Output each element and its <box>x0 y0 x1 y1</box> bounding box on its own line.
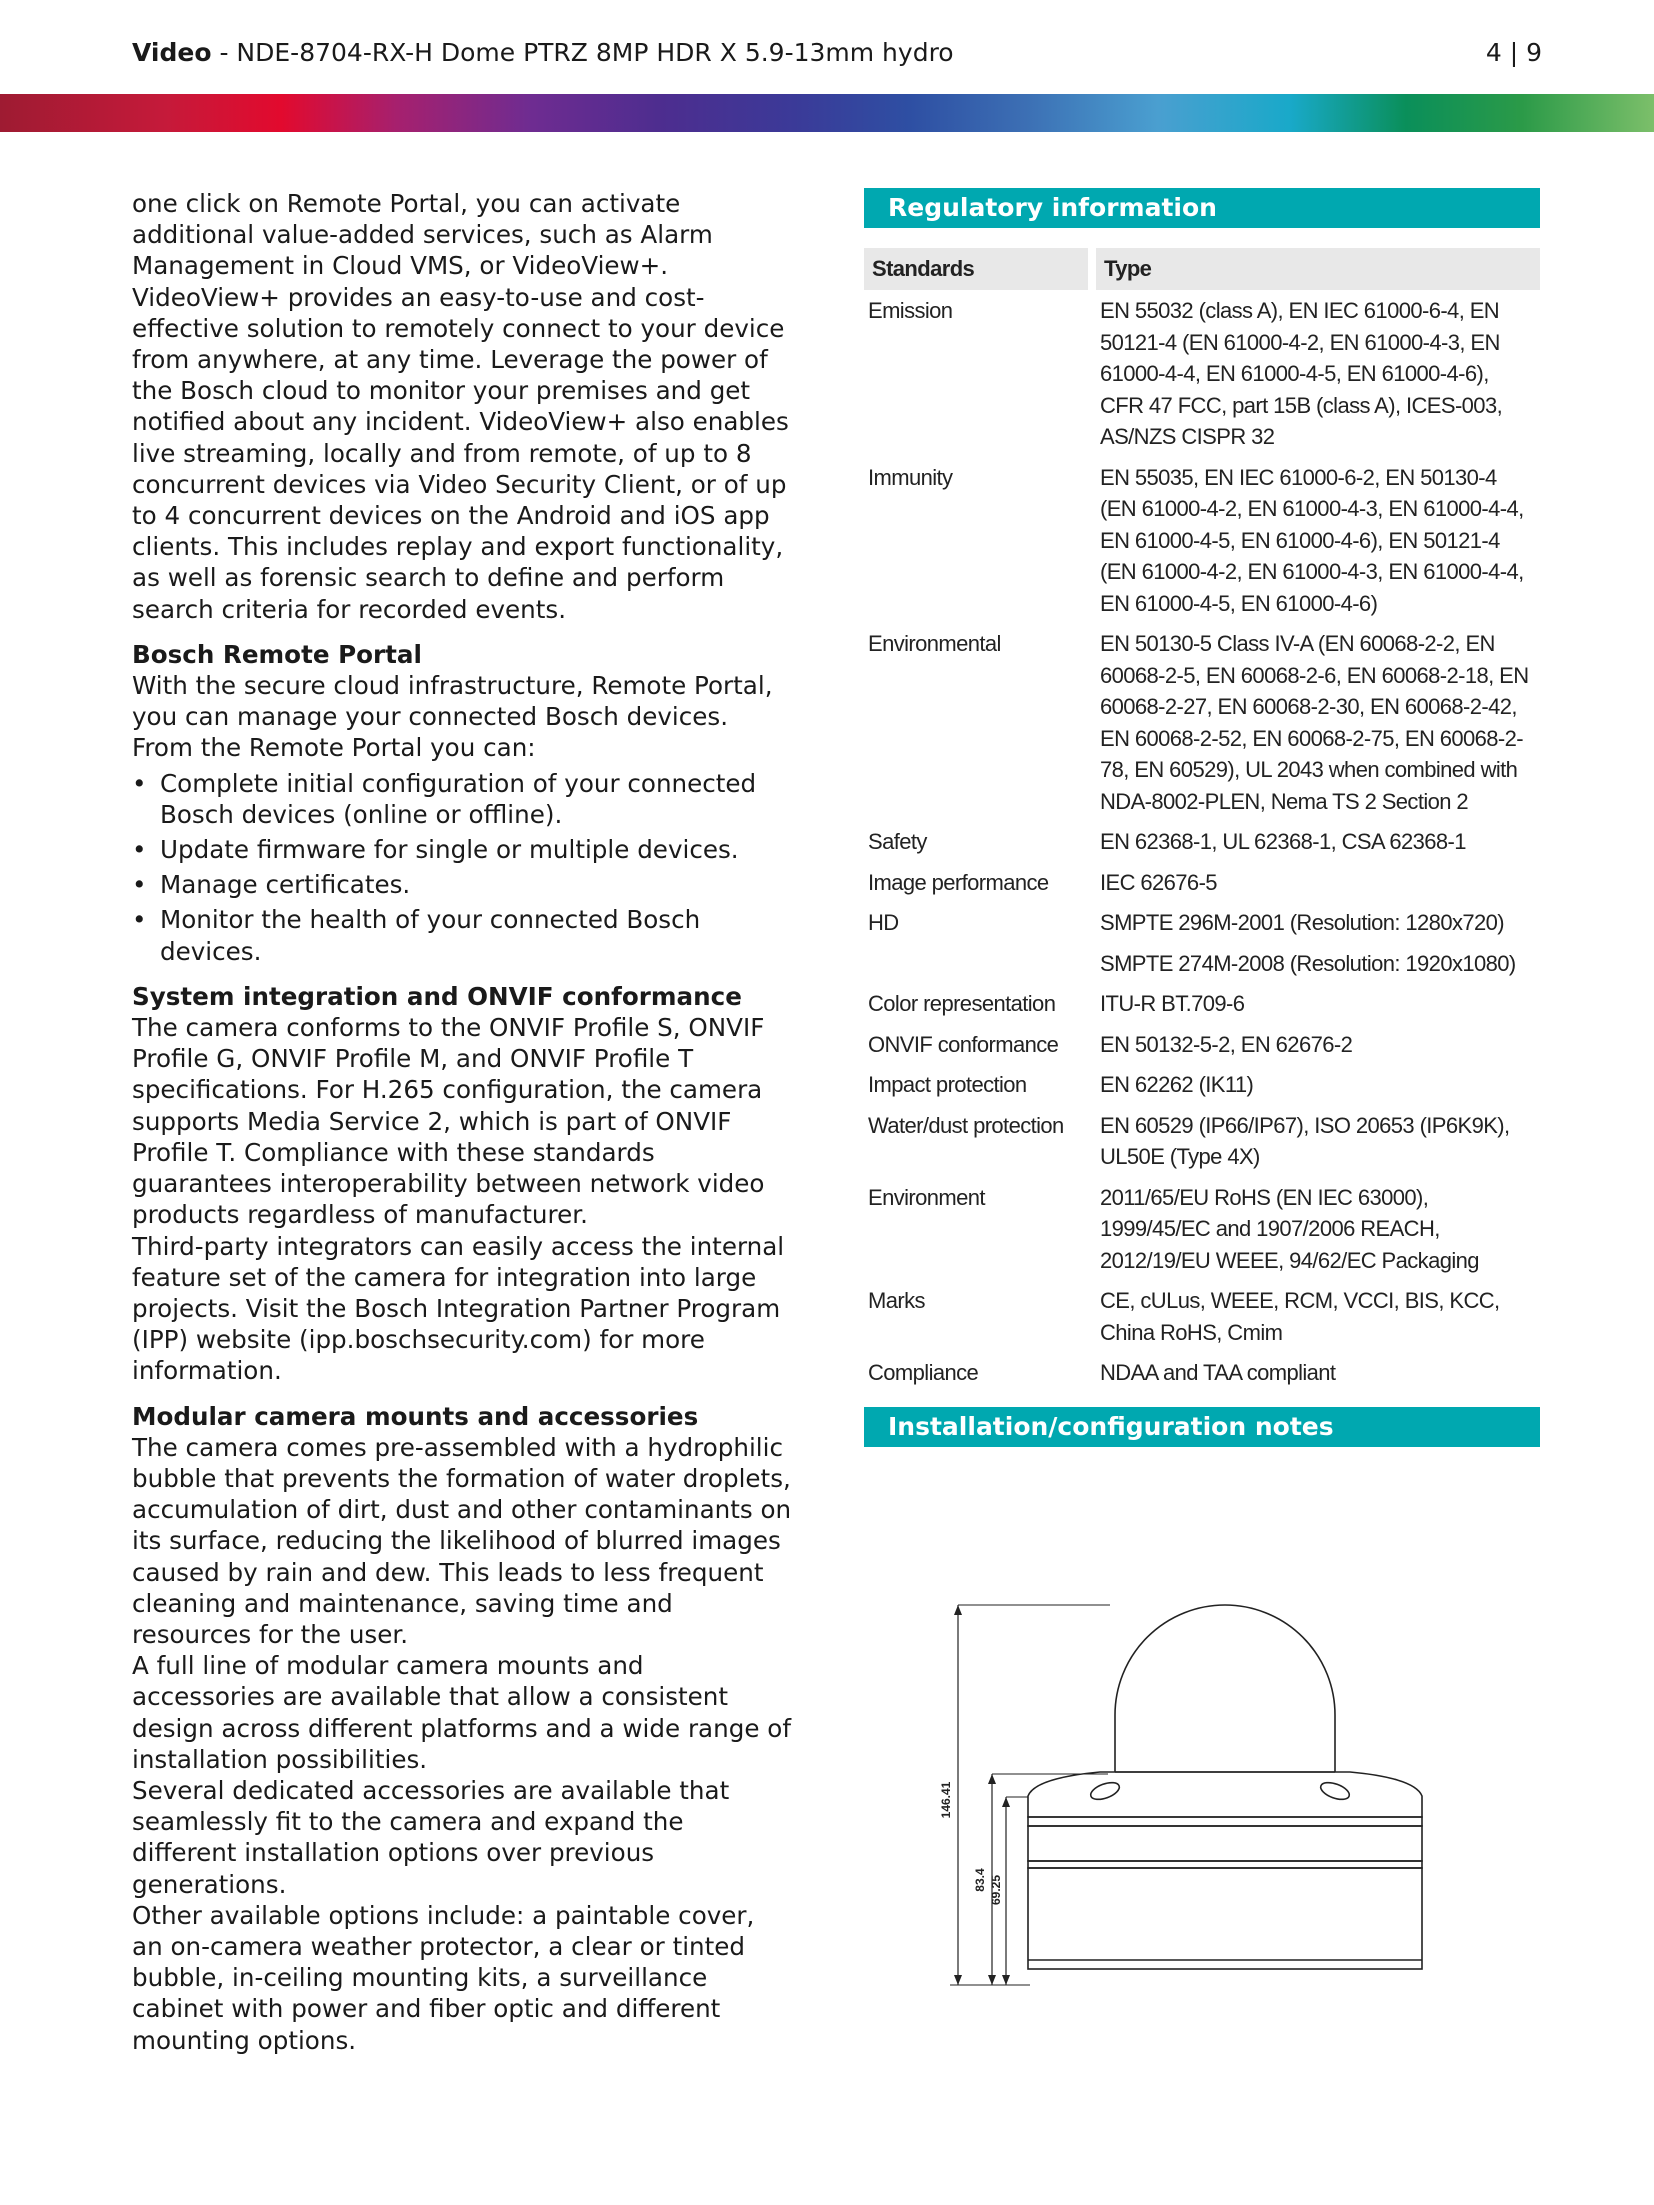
column-header-standards: Standards <box>864 248 1088 290</box>
list-item: • Manage certificates. <box>132 869 792 900</box>
intro-paragraph: one click on Remote Portal, you can activate additional value-added services, such as Alarm Management in Cloud VMS, or VideoView+. VideoView+ provides an easy-to-use and cost-effective solution to remotely connect to your device from anywhere, at any time. Leverage the power of the Bosch cloud to monitor your premises and get notified about any incident. VideoView+ also enables live streaming, locally and from remote, of up to 8 concurrent devices via Video Security Client, or of up to 4 concurrent devices on the Android and iOS app clients. This includes replay and export functionality, as well as forensic search to define and perform search criteria for recorded events. <box>132 189 789 624</box>
section-heading-onvif: System integration and ONVIF conformance <box>132 981 742 1011</box>
onvif-paragraph: Third-party integrators can easily access the internal feature set of the camera for integration into large projects. Visit the Bosch Integration Partner Program (IPP) website (ipp.boschsecurity.com) for more information. <box>132 1231 785 1386</box>
dome-camera-diagram <box>920 1590 1520 2010</box>
remote-portal-list <box>132 768 792 967</box>
table-row: Environment 2011/65/EU RoHS (EN IEC 63000), 1999/45/EC and 1907/2006 REACH, 2012/19/EU WEEE, 94/62/EC Packaging <box>868 1184 1479 1273</box>
table-row: Emission EN 55032 (class A), EN IEC 61000-6-4, EN 50121-4 (EN 61000-4-2, EN 61000-4-3, EN 61000-4-4, EN 61000-4-5, EN 61000-4-6), CFR 47 FCC, part 15B (class A), ICES-003, AS/NZS CISPR 32 <box>868 298 1503 449</box>
list-item: • Complete initial configuration of your connected Bosch devices (online or offline). <box>132 768 792 830</box>
table-row: Environmental EN 50130-5 Class IV-A (EN 60068-2-2, EN 60068-2-5, EN 60068-2-6, EN 60068-2-18, EN 60068-2-27, EN 60068-2-30, EN 60068-2-42, EN 60068-2-52, EN 60068-2-75, EN 60068-2-78, EN 60529), UL 2043 when combined with NDA-8002-PLEN, Nema TS 2 Section 2 <box>868 631 1529 814</box>
mounts-paragraph: Other available options include: a paintable cover, an on-camera weather protector, a clear or tinted bubble, in-ceiling mounting kits, a surveillance cabinet with power and fiber optic and different mounting options. <box>132 1900 755 2055</box>
list-item: • Monitor the health of your connected Bosch devices. <box>132 904 792 966</box>
table-row: Immunity EN 55035, EN IEC 61000-6-2, EN 50130-4 (EN 61000-4-2, EN 61000-4-3, EN 61000-4-4, EN 61000-4-5, EN 61000-4-6), EN 50121-4 (EN 61000-4-2, EN 61000-4-3, EN 61000-4-4, EN 61000-4-5, EN 61000-4-6) <box>868 464 1524 616</box>
brand-color-bar <box>0 94 1654 132</box>
document-title: Video - NDE-8704-RX-H Dome PTRZ 8MP HDR X 5.9-13mm hydro <box>132 38 954 67</box>
mounts-paragraph: Several dedicated accessories are available that seamlessly fit to the camera and expand the different installation options over previous generations. <box>132 1775 730 1899</box>
regulatory-table <box>864 248 1540 1393</box>
column-header-type: Type <box>1096 248 1540 290</box>
table-row: Color representation ITU-R BT.709-6 <box>868 991 1245 1016</box>
regulatory-section-title: Regulatory information <box>864 188 1540 228</box>
installation-section-title: Installation/configuration notes <box>864 1407 1540 1447</box>
camera-dimension-drawing <box>920 1590 1520 2010</box>
table-row: HD SMPTE 296M-2001 (Resolution: 1280x720) <box>868 910 1504 935</box>
table-row: Image performance IEC 62676-5 <box>868 869 1217 895</box>
dimension-label-total: 146.41 <box>939 1781 953 1819</box>
table-row: SMPTE 274M-2008 (Resolution: 1920x1080) <box>1100 950 1516 976</box>
table-row: Safety EN 62368-1, UL 62368-1, CSA 62368-1 <box>868 829 1466 854</box>
dimension-label-mid: 83.4 <box>973 1868 987 1892</box>
right-column <box>864 188 1540 1447</box>
table-row: Impact protection EN 62262 (IK11) <box>868 1072 1254 1097</box>
section-heading-remote-portal: Bosch Remote Portal <box>132 639 422 669</box>
mounts-paragraph: A full line of modular camera mounts and accessories are available that allow a consistent design across different platforms and a wide range of installation possibilities. <box>132 1651 791 1774</box>
table-row: Compliance NDAA and TAA compliant <box>868 1360 1336 1385</box>
page-number: 4 | 9 <box>1485 38 1542 67</box>
remote-portal-text: With the secure cloud infrastructure, Remote Portal, you can manage your connected Bosch devices. From the Remote Portal you can: <box>132 671 773 763</box>
section-heading-mounts: Modular camera mounts and accessories <box>132 1401 699 1431</box>
table-row: Marks CE, cULus, WEEE, RCM, VCCI, BIS, KCC, China RoHS, Cmim <box>868 1288 1500 1345</box>
page-header <box>132 38 1542 78</box>
left-column <box>132 188 792 2056</box>
dimension-label-low: 69.25 <box>989 1874 1003 1906</box>
table-row: Water/dust protection EN 60529 (IP66/IP67), ISO 20653 (IP6K9K), UL50E (Type 4X) <box>868 1112 1510 1169</box>
mounts-paragraph: The camera comes pre-assembled with a hydrophilic bubble that prevents the formation of water droplets, accumulation of dirt, dust and other contaminants on its surface, reducing the likelihood of blurred images caused by rain and dew. This leads to less frequent cleaning and maintenance, saving time and resources for the user. <box>132 1432 792 1649</box>
list-item: • Update firmware for single or multiple devices. <box>132 834 792 865</box>
onvif-paragraph: The camera conforms to the ONVIF Profile S, ONVIF Profile G, ONVIF Profile M, and ONVIF Profile T specifications. For H.265 configuration, the camera supports Media Service 2, which is part of ONVIF Profile T. Compliance with these standards guarantees interoperability between network video products regardless of manufacturer. <box>132 1013 765 1230</box>
table-row: ONVIF conformance EN 50132-5-2, EN 62676-2 <box>868 1031 1353 1057</box>
